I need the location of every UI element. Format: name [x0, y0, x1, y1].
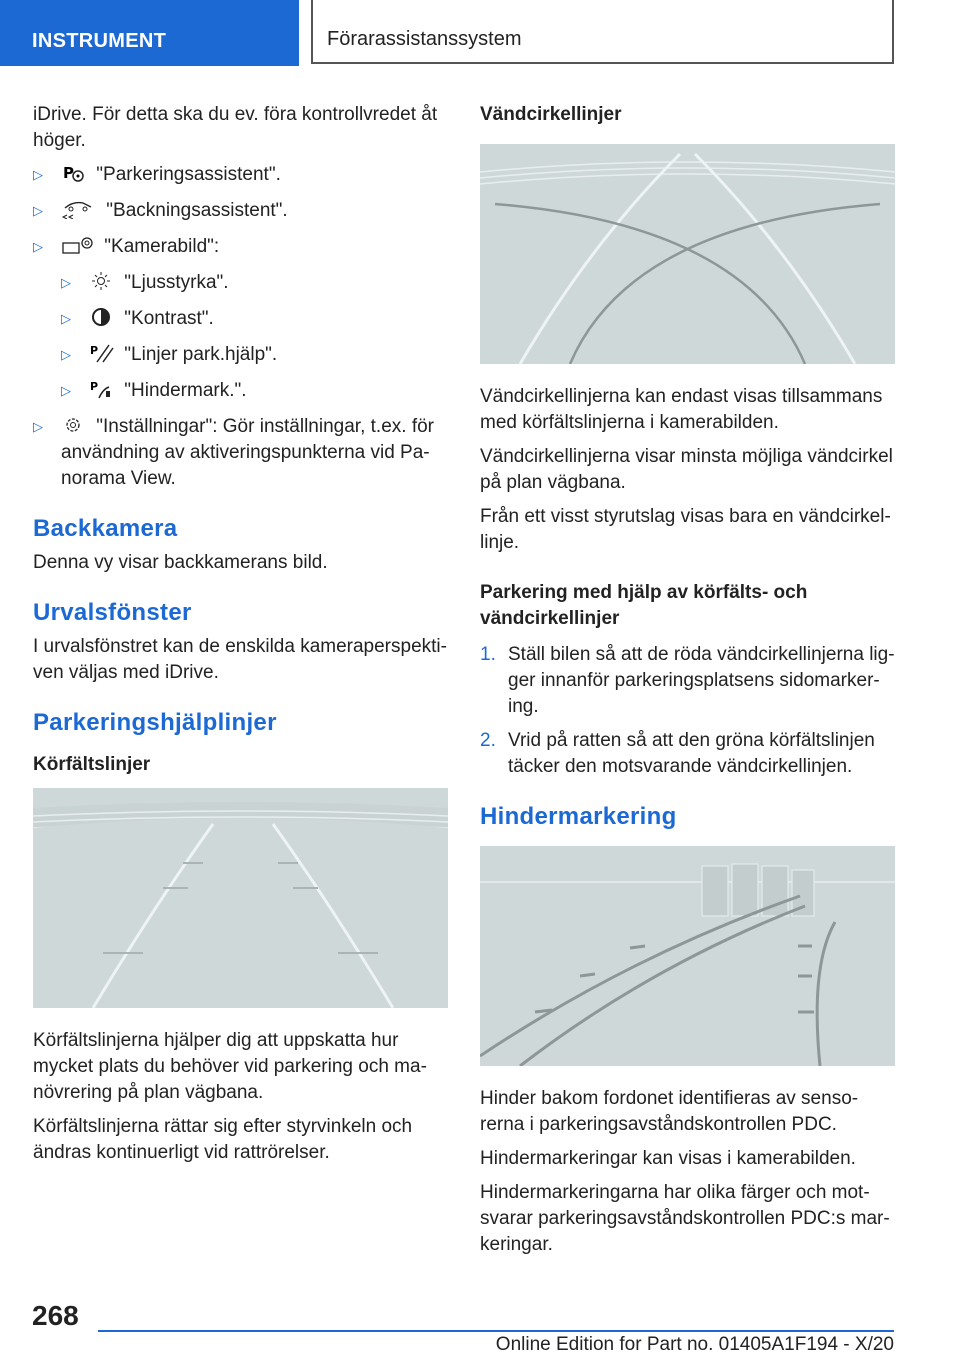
bullet-triangle-icon: ▷ — [61, 347, 71, 362]
svg-text:P: P — [63, 164, 74, 182]
header-chapter: Förarassistanssystem — [327, 28, 522, 50]
heading-parkering-hjalp: Parkering med hjälp av körfälts- och vändcirkellinjer — [480, 582, 808, 629]
header-section-tab — [0, 0, 299, 66]
text-vand-2: Vändcirkellinjerna visar minsta möjliga vändcirkel på plan vägbana. — [480, 446, 893, 493]
parking-assistant-icon — [61, 163, 87, 183]
heading-hindermarkering: Hindermarkering — [480, 803, 677, 830]
page-number: 268 — [32, 1300, 79, 1331]
list-item: ▷ P "Parkeringsassistent". — [33, 162, 449, 188]
text-urvalsfonster: I urvalsfönstret kan de enskilda kameraperspektiven väljas med iDrive. — [33, 636, 447, 683]
svg-text:P: P — [90, 380, 99, 393]
settings-gear-icon — [61, 415, 87, 435]
brightness-icon — [89, 271, 115, 291]
obstacle-marking-icon — [89, 379, 115, 399]
bullet-triangle-icon: ▷ — [61, 275, 71, 290]
obstacle-marking-illustration — [480, 846, 895, 1066]
heading-backkamera: Backkamera — [33, 515, 178, 542]
text-backkamera: Denna vy visar backkamerans bild. — [33, 552, 328, 573]
bullet-triangle-icon: ▷ — [33, 419, 43, 434]
list-item: ▷ P "Hindermark.". — [61, 378, 449, 404]
text-korfalt-2: Körfältslinjerna rättar sig efter styrvinkeln och ändras kontinuerligt vid rattrörelser. — [33, 1116, 413, 1163]
right-column — [480, 102, 896, 1266]
list-item: ▷ "Kontrast". — [61, 306, 449, 332]
list-item: ▷ P "Linjer park.hjälp". — [61, 342, 449, 368]
list-item: ▷ "Backningsassistent". — [33, 198, 449, 224]
bullet-triangle-icon: ▷ — [61, 311, 71, 326]
text-korfalt-1: Körfältslinjerna hjälper dig att uppskatta hur mycket plats du behöver vid parkering och manövrering på plan vägbana. — [33, 1030, 427, 1103]
heading-parkeringshjalplinjer: Parkeringshjälplinjer — [33, 709, 277, 736]
camera-settings-icon — [61, 235, 95, 255]
footer-edition: Online Edition for Part no. 01405A1F194 - X/20 — [495, 1334, 894, 1355]
bullet-triangle-icon: ▷ — [33, 239, 43, 254]
bullet-triangle-icon: ▷ — [33, 203, 43, 218]
text-vand-1: Vändcirkellinjerna kan endast visas tillsammans med körfältslinjerna i kamerabilden. — [480, 386, 883, 433]
text-vand-3: Från ett visst styrutslag visas bara en vändcirkellinje. — [480, 506, 891, 553]
bullet-triangle-icon: ▷ — [61, 383, 71, 398]
heading-urvalsfonster: Urvalsfönster — [33, 599, 192, 626]
step-item: 1. Ställ bilen så att de röda vändcirkellinjerna ligger innanför parkeringsplatsens sidomarkering. — [480, 644, 895, 717]
step-item: 2. Vrid på ratten så att den gröna körfältslinjen täcker den motsvarande vändcirkellinjen. — [480, 730, 875, 777]
header-chapter-box — [311, 0, 894, 64]
text-hinder-3: Hindermarkeringarna har olika färger och motsvarar parkeringsavståndskontrollen PDC:s markeringar. — [480, 1182, 890, 1255]
parking-lines-icon — [89, 343, 115, 363]
heading-korfaltslinjer: Körfältslinjer — [33, 754, 151, 775]
bullet-triangle-icon: ▷ — [33, 167, 43, 182]
text-hinder-2: Hindermarkeringar kan visas i kamerabilden. — [480, 1148, 856, 1169]
text-hinder-1: Hinder bakom fordonet identifieras av sensorerna i parkeringsavståndskontrollen PDC. — [480, 1088, 859, 1135]
left-column — [33, 102, 449, 1174]
reversing-assistant-icon — [61, 199, 97, 219]
list-item: ▷ "Kamerabild": — [33, 234, 449, 260]
list-item: ▷ "Ljusstyrka". — [61, 270, 449, 296]
header-section: INSTRUMENT — [32, 30, 167, 52]
svg-text:P: P — [90, 344, 99, 357]
heading-vandcirkellinjer: Vändcirkellinjer — [480, 104, 622, 125]
lane-lines-illustration — [33, 788, 448, 1008]
contrast-icon — [89, 307, 115, 327]
list-item: ▷ "Inställningar": Gör inställningar, t.ex. för användning av aktiveringspunkterna vid Panorama View. — [33, 416, 434, 489]
footer-divider — [98, 1330, 894, 1332]
intro-text: iDrive. För detta ska du ev. föra kontrollvredet åt höger. — [33, 104, 438, 151]
turning-circle-illustration — [480, 144, 895, 364]
